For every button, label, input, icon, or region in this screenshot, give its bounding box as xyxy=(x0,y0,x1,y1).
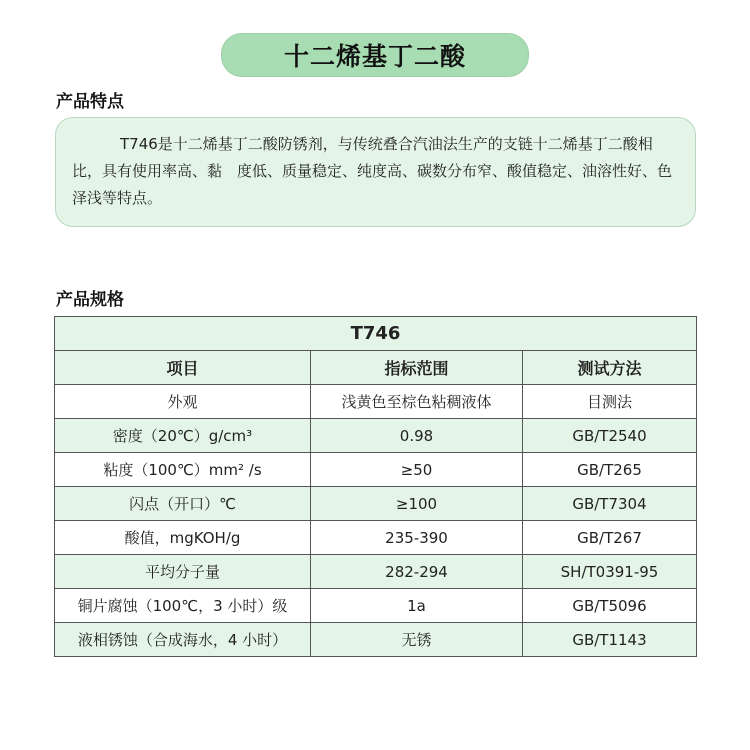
row-item: 铜片腐蚀（100℃，3 小时）级 xyxy=(55,589,311,623)
table-row xyxy=(55,521,697,555)
table-row xyxy=(55,589,697,623)
table-row xyxy=(55,385,697,419)
column-header-range: 指标范围 xyxy=(311,351,523,385)
row-method: 目测法 xyxy=(523,385,697,419)
row-range: 无锈 xyxy=(311,623,523,657)
features-heading: 产品特点 xyxy=(56,92,124,112)
row-range: 282-294 xyxy=(311,555,523,589)
row-range: 0.98 xyxy=(311,419,523,453)
row-range: ≥50 xyxy=(311,453,523,487)
row-item: 平均分子量 xyxy=(55,555,311,589)
table-header-row xyxy=(55,351,697,385)
row-item: 液相锈蚀（合成海水，4 小时） xyxy=(55,623,311,657)
row-method: GB/T265 xyxy=(523,453,697,487)
row-method: GB/T2540 xyxy=(523,419,697,453)
row-item: 酸值，mgKOH/g xyxy=(55,521,311,555)
row-item: 外观 xyxy=(55,385,311,419)
row-method: GB/T5096 xyxy=(523,589,697,623)
table-model-row xyxy=(55,317,697,351)
row-method: SH/T0391-95 xyxy=(523,555,697,589)
row-item: 密度（20℃）g/cm³ xyxy=(55,419,311,453)
row-item: 闪点（开口）℃ xyxy=(55,487,311,521)
row-method: GB/T267 xyxy=(523,521,697,555)
table-row xyxy=(55,487,697,521)
specs-heading: 产品规格 xyxy=(56,290,124,310)
column-header-item: 项目 xyxy=(55,351,311,385)
table-row xyxy=(55,623,697,657)
column-header-method: 测试方法 xyxy=(523,351,697,385)
row-range: ≥100 xyxy=(311,487,523,521)
features-text: T746是十二烯基丁二酸防锈剂，与传统叠合汽油法生产的支链十二烯基丁二酸相比，具有使用率高、黏 度低、质量稳定、纯度高、碳数分布窄、酸值稳定、油溶性好、色泽浅等特点。 xyxy=(55,117,696,227)
row-range: 浅黄色至棕色粘稠液体 xyxy=(311,385,523,419)
page-title: 十二烯基丁二酸 xyxy=(221,33,529,77)
table-row xyxy=(55,555,697,589)
row-method: GB/T1143 xyxy=(523,623,697,657)
row-range: 1a xyxy=(311,589,523,623)
row-range: 235-390 xyxy=(311,521,523,555)
spec-table xyxy=(54,316,697,657)
row-item: 粘度（100℃）mm² /s xyxy=(55,453,311,487)
table-row xyxy=(55,453,697,487)
table-row xyxy=(55,419,697,453)
model-name: T746 xyxy=(55,317,697,351)
row-method: GB/T7304 xyxy=(523,487,697,521)
